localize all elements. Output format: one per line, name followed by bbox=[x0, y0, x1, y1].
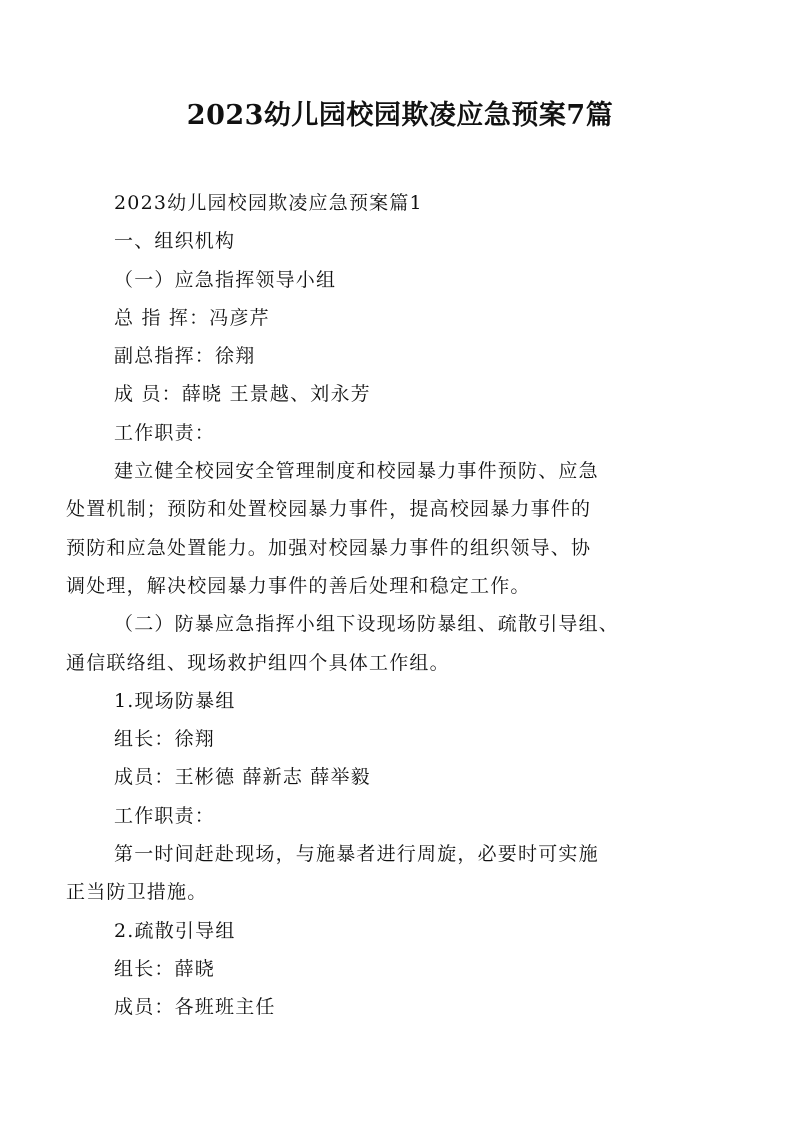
paragraph-line: （二）防暴应急指挥小组下设现场防暴组、疏散引导组、 bbox=[114, 613, 620, 636]
paragraph-line: 成员：各班班主任 bbox=[114, 996, 276, 1019]
paragraph-line: 2.疏散引导组 bbox=[114, 919, 236, 942]
paragraph-line: 副总指挥：徐翔 bbox=[114, 345, 256, 368]
paragraph-line: 工作职责： bbox=[114, 421, 216, 444]
paragraph-line: 正当防卫措施。 bbox=[66, 881, 208, 904]
paragraph-line: 成 员：薛晓 王景越、刘永芳 bbox=[114, 383, 371, 406]
document-title: 2023幼儿园校园欺凌应急预案7篇 bbox=[186, 100, 614, 131]
paragraph-line: 通信联络组、现场救护组四个具体工作组。 bbox=[66, 651, 450, 674]
document-body bbox=[66, 184, 686, 1027]
paragraph-line: 组长：薛晓 bbox=[114, 957, 216, 980]
paragraph-line: 处置机制；预防和处置校园暴力事件，提高校园暴力事件的 bbox=[66, 498, 592, 521]
paragraph-line: 建立健全校园安全管理制度和校园暴力事件预防、应急 bbox=[114, 460, 599, 483]
paragraph-line: 调处理，解决校园暴力事件的善后处理和稳定工作。 bbox=[66, 574, 531, 597]
paragraph-line: （一）应急指挥领导小组 bbox=[114, 268, 337, 291]
paragraph-line: 总 指 挥：冯彦芹 bbox=[114, 306, 270, 329]
paragraph-line: 工作职责： bbox=[114, 804, 216, 827]
paragraph-line: 预防和应急处置能力。加强对校园暴力事件的组织领导、协 bbox=[66, 536, 592, 559]
paragraph-line: 第一时间赶赴现场，与施暴者进行周旋，必要时可实施 bbox=[114, 843, 599, 866]
paragraph-line: 组长：徐翔 bbox=[114, 728, 216, 751]
paragraph-line: 1.现场防暴组 bbox=[114, 689, 236, 712]
paragraph-line: 2023幼儿园校园欺凌应急预案篇1 bbox=[114, 192, 423, 214]
paragraph-line: 一、组织机构 bbox=[114, 230, 236, 253]
paragraph-line: 成员：王彬德 薛新志 薛举毅 bbox=[114, 766, 371, 789]
